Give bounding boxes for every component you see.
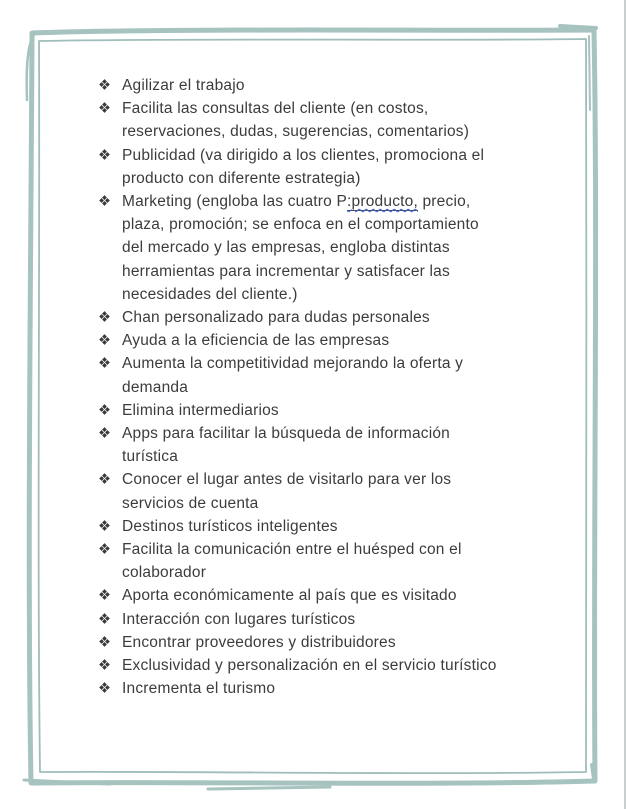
list-item-line bbox=[122, 422, 575, 445]
list-item bbox=[99, 584, 575, 607]
list-item-line bbox=[122, 97, 575, 120]
list-item-line bbox=[122, 654, 575, 677]
list-item-line bbox=[122, 74, 575, 97]
list-item-line bbox=[122, 468, 575, 491]
list-item-line bbox=[122, 306, 575, 329]
diamond-bullet-icon bbox=[99, 520, 110, 531]
list-item bbox=[99, 608, 575, 631]
diamond-bullet-icon bbox=[99, 149, 110, 160]
diamond-bullet-icon bbox=[99, 543, 110, 554]
list-item-text: Agilizar el trabajo bbox=[122, 77, 245, 94]
list-item-text: Chan personalizado para dudas personales bbox=[122, 309, 430, 327]
misspelled-word: :producto, bbox=[347, 193, 418, 211]
list-item-line bbox=[122, 236, 575, 259]
list-item bbox=[99, 74, 575, 97]
list-item-line bbox=[122, 190, 575, 213]
list-item-line bbox=[122, 677, 575, 700]
diamond-bullet-icon bbox=[99, 357, 110, 368]
diamond-bullet-icon bbox=[99, 659, 110, 670]
list-item-text: Exclusividad y personalización en el servicio turístico bbox=[122, 657, 497, 675]
list-item-text: reservaciones, dudas, sugerencias, comentarios) bbox=[122, 123, 470, 141]
list-item-text: Publicidad (va dirigido a los clientes, promociona el bbox=[122, 146, 485, 164]
list-item bbox=[99, 329, 575, 352]
list-item-line bbox=[122, 376, 575, 399]
list-item-line bbox=[122, 399, 575, 422]
diamond-bullet-icon bbox=[99, 404, 110, 415]
list-item-line bbox=[122, 352, 575, 375]
list-item-line bbox=[122, 120, 575, 143]
diamond-bullet-icon bbox=[99, 195, 110, 206]
list-item-text: Incrementa el turismo bbox=[122, 680, 276, 698]
list-item bbox=[99, 538, 575, 584]
diamond-bullet-icon bbox=[99, 334, 110, 345]
list-item-line bbox=[122, 538, 575, 561]
list-item bbox=[99, 677, 575, 700]
list-item-text: Apps para facilitar la búsqueda de información bbox=[122, 425, 451, 443]
diamond-bullet-icon bbox=[99, 102, 110, 113]
diamond-bullet-icon bbox=[99, 682, 110, 693]
list-item-text: Aporta económicamente al país que es visitado bbox=[122, 587, 457, 605]
list-item-line bbox=[122, 329, 575, 352]
diamond-bullet-icon bbox=[99, 636, 110, 647]
list-item-text: herramientas para incrementar y satisfacer las bbox=[122, 262, 450, 280]
diamond-bullet-icon bbox=[99, 589, 110, 600]
list-item bbox=[99, 468, 575, 514]
list-item-text: Encontrar proveedores y distribuidores bbox=[122, 633, 396, 651]
list-item-line bbox=[122, 561, 575, 584]
list-item-line bbox=[122, 631, 575, 654]
list-item-text: Ayuda a la eficiencia de las empresas bbox=[122, 332, 390, 350]
list-item bbox=[99, 190, 575, 306]
diamond-bullet-icon bbox=[99, 79, 110, 90]
list-item-line bbox=[122, 608, 575, 631]
list-item-line bbox=[122, 584, 575, 607]
list-item-text: Interacción con lugares turísticos bbox=[122, 610, 356, 628]
list-item bbox=[99, 352, 575, 398]
list-item-line bbox=[122, 515, 575, 538]
list-item-text: Marketing (engloba las cuatro P bbox=[122, 193, 348, 211]
list-item bbox=[99, 631, 575, 654]
diamond-bullet-icon bbox=[99, 427, 110, 438]
list-item-line bbox=[122, 260, 575, 283]
list-item-text: servicios de cuenta bbox=[122, 494, 259, 512]
list-item-text: producto con diferente estrategia) bbox=[122, 169, 361, 187]
list-item-text: demanda bbox=[122, 378, 189, 396]
diamond-bullet-icon bbox=[99, 473, 110, 484]
list-item-text: del mercado y las empresas, engloba distintas bbox=[122, 239, 450, 257]
list-item-line bbox=[122, 445, 575, 468]
diamond-bullet-icon bbox=[99, 613, 110, 624]
list-item-line bbox=[122, 213, 575, 236]
list-item bbox=[99, 422, 575, 468]
bullet-list bbox=[99, 74, 575, 700]
list-item-text: Conocer el lugar antes de visitarlo para ver los bbox=[122, 471, 452, 489]
list-item bbox=[99, 97, 575, 143]
list-item-text: turística bbox=[122, 448, 179, 466]
list-item-line bbox=[122, 167, 575, 190]
list-item-text: necesidades del cliente.) bbox=[122, 285, 298, 303]
list-item-text: precio, bbox=[417, 193, 471, 211]
list-item bbox=[99, 306, 575, 329]
list-item-text: plaza, promoción; se enfoca en el comportamiento bbox=[122, 216, 479, 234]
list-item bbox=[99, 399, 575, 422]
diamond-bullet-icon bbox=[99, 311, 110, 322]
list-item-line bbox=[122, 492, 575, 515]
list-item-text: Facilita la comunicación entre el huésped con el bbox=[122, 541, 462, 559]
list-item-text: Destinos turísticos inteligentes bbox=[122, 517, 338, 535]
list-item bbox=[99, 515, 575, 538]
list-item-text: Elimina intermediarios bbox=[122, 401, 279, 419]
list-item-line bbox=[122, 144, 575, 167]
list-item-text: colaborador bbox=[122, 564, 207, 582]
list-item-text: Aumenta la competitividad mejorando la oferta y bbox=[122, 355, 464, 373]
list-item bbox=[99, 654, 575, 677]
list-item-line bbox=[122, 283, 575, 306]
list-item bbox=[99, 144, 575, 190]
list-item-text: Facilita las consultas del cliente (en costos, bbox=[122, 100, 429, 118]
